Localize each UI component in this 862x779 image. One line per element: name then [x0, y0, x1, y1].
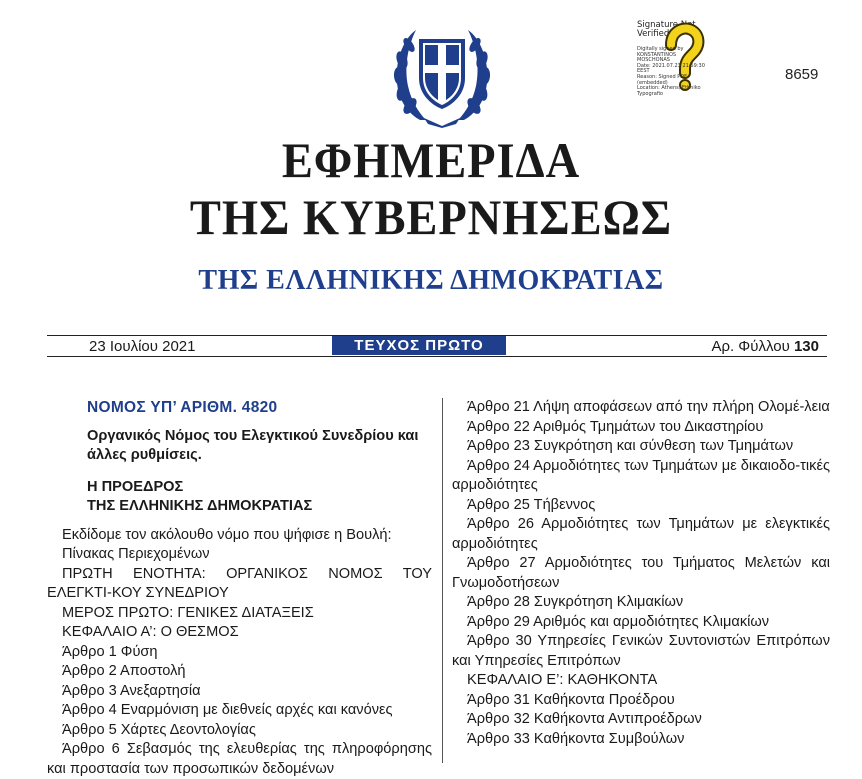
content-line: ΚΕΦΑΛΑΙΟ Α’: Ο ΘΕΣΜΟΣ [62, 624, 239, 640]
law-number: ΝΟΜΟΣ ΥΠ’ ΑΡΙΘΜ. 4820 [87, 399, 278, 416]
column-divider [442, 398, 443, 763]
content-line: ΜΕΡΟΣ ΠΡΩΤΟ: ΓΕΝΙΚΕΣ ΔΙΑΤΑΞΕΙΣ [62, 604, 314, 621]
toc-article: Άρθρο 32 Καθήκοντα Αντιπροέδρων [467, 711, 702, 727]
issue-series-badge: ΤΕΥΧΟΣ ΠΡΩΤΟ [332, 336, 506, 355]
toc-chapter: ΚΕΦΑΛΑΙΟ Ε’: ΚΑΘΗΚΟΝΤΑ [467, 672, 658, 688]
gazette-subtitle: ΤΗΣ ΕΛΛΗΝΙΚΗΣ ΔΗΜΟΚΡΑΤΙΑΣ [198, 265, 664, 296]
left-column [47, 398, 432, 779]
toc-article: Άρθρο 27 Αρμοδιότητες του Τμήματος Μελετών και Γνωμοδοτήσεων [452, 555, 830, 591]
president-heading: Η ΠΡΟΕΔΡΟΣ ΤΗΣ ΕΛΛΗΝΙΚΗΣ ΔΗΜΟΚΡΑΤΙΑΣ [87, 478, 313, 514]
law-title: Οργανικός Νόμος του Ελεγκτικού Συνεδρίου και άλλες ρυθμίσεις. [87, 427, 419, 463]
toc-article: Άρθρο 1 Φύση [62, 643, 158, 660]
toc-article: Άρθρο 33 Καθήκοντα Συμβούλων [467, 730, 685, 747]
page-number: 8659 [785, 66, 819, 83]
toc-article: Άρθρο 31 Καθήκοντα Προέδρου [467, 691, 675, 708]
digital-signature-block[interactable] [637, 21, 727, 101]
toc-article: Άρθρο 24 Αρμοδιότητες των Τμημάτων με δικαιοδο-τικές αρμοδιότητες [452, 457, 830, 493]
toc-article: Άρθρο 25 Τήβεννος [467, 496, 596, 513]
content-line: Εκδίδομε τον ακόλουθο νόμο που ψήφισε η Βουλή: [62, 526, 392, 543]
issue-date: 23 Ιουλίου 2021 [89, 338, 196, 355]
toc-article: Άρθρο 5 Χάρτες Δεοντολογίας [62, 721, 256, 738]
toc-article: Άρθρο 21 Λήψη αποφάσεων από την πλήρη Ολομέ-λεια [467, 399, 830, 415]
toc-article: Άρθρο 30 Υπηρεσίες Γενικών Συντονιστών Επιτρόπων και Υπηρεσίες Επιτρόπων [452, 633, 830, 669]
greek-emblem-icon [390, 20, 494, 128]
toc-article: Άρθρο 3 Ανεξαρτησία [62, 682, 201, 699]
toc-article: Άρθρο 28 Συγκρότηση Κλιμακίων [467, 594, 684, 610]
gazette-title-line1: ΕΦΗΜΕΡΙΔΑ [281, 132, 581, 188]
signature-details: Digitally signed by KONSTANTINOS MOSCHONAS Date: 2021.07.23 21:59:30 EEST Reason: Signed PDF (embedded) Location: Athens, Ethniko Typografio [637, 46, 705, 97]
toc-article: Άρθρο 22 Αριθμός Τμημάτων του Δικαστηρίου [467, 418, 764, 435]
toc-article: Άρθρο 26 Αρμοδιότητες των Τμημάτων με ελεγκτικές αρμοδιότητες [452, 516, 830, 552]
toc-article: Άρθρο 29 Αριθμός και αρμοδιότητες Κλιμακίων [467, 613, 770, 630]
right-column [452, 398, 830, 749]
toc-article: Άρθρο 23 Συγκρότηση και σύνθεση των Τμημάτων [467, 438, 794, 454]
toc-article: Άρθρο 6 Σεβασμός της ελευθερίας της πληροφόρησης και προστασία των προσωπικών δεδομένων [47, 741, 432, 777]
content-line: Πίνακας Περιεχομένων [62, 546, 210, 562]
content-line: ΠΡΩΤΗ ΕΝΟΤΗΤΑ: ΟΡΓΑΝΙΚΟΣ ΝΟΜΟΣ ΤΟΥ ΕΛΕΓΚΤΙ-ΚΟΥ ΣΥΝΕΔΡΙΟΥ [47, 565, 432, 601]
gazette-title-line2: ΤΗΣ ΚΥΒΕΡΝΗΣΕΩΣ [189, 189, 673, 245]
sheet-number: Αρ. Φύλλου 130 [711, 338, 819, 355]
signature-status: Signature Not Verified [637, 20, 696, 39]
issue-meta-bar [47, 335, 827, 357]
toc-article: Άρθρο 4 Εναρμόνιση με διεθνείς αρχές και κανόνες [62, 702, 393, 718]
toc-article: Άρθρο 2 Αποστολή [62, 663, 186, 679]
